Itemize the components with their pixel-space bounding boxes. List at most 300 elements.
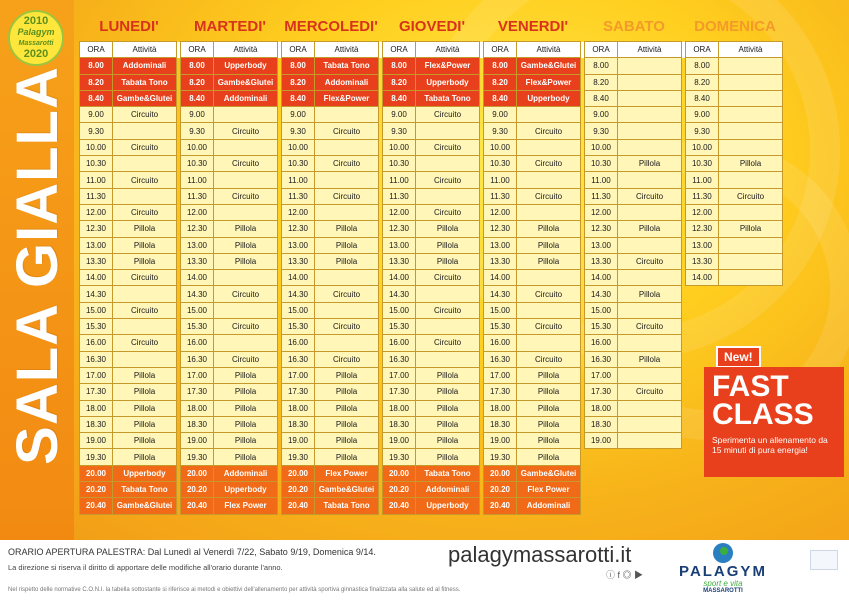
time-cell: 13.00 bbox=[181, 237, 214, 253]
table-row bbox=[80, 74, 783, 90]
time-cell: 12.00 bbox=[484, 204, 517, 220]
time-cell: 8.00 bbox=[282, 58, 315, 74]
activity-cell: Pillola bbox=[719, 156, 783, 172]
col-header-attivita: Attività bbox=[618, 42, 682, 58]
time-cell: 11.00 bbox=[484, 172, 517, 188]
time-cell: 13.00 bbox=[484, 237, 517, 253]
time-cell: 13.30 bbox=[383, 253, 416, 269]
time-cell: 9.30 bbox=[383, 123, 416, 139]
time-cell: 8.00 bbox=[80, 58, 113, 74]
activity-cell: Upperbody bbox=[214, 58, 278, 74]
activity-cell bbox=[214, 172, 278, 188]
time-cell: 16.00 bbox=[484, 335, 517, 351]
time-cell: 13.30 bbox=[181, 253, 214, 269]
time-cell: 13.30 bbox=[686, 253, 719, 269]
time-cell: 14.00 bbox=[686, 270, 719, 286]
activity-cell: Pillola bbox=[517, 237, 581, 253]
activity-cell bbox=[416, 156, 480, 172]
activity-cell bbox=[113, 156, 177, 172]
activity-cell: Circuito bbox=[517, 286, 581, 302]
time-cell: 8.00 bbox=[484, 58, 517, 74]
activity-cell: Circuito bbox=[315, 123, 379, 139]
col-header-ora: ORA bbox=[585, 42, 618, 58]
anniversary-logo bbox=[8, 10, 64, 66]
time-cell: 10.30 bbox=[282, 156, 315, 172]
time-cell: 20.40 bbox=[80, 498, 113, 514]
activity-cell: Pillola bbox=[113, 449, 177, 465]
activity-cell: Addominali bbox=[517, 498, 581, 514]
activity-cell: Pillola bbox=[113, 221, 177, 237]
day-header: MARTEDI' bbox=[194, 18, 266, 35]
activity-cell bbox=[416, 123, 480, 139]
activity-cell: Pillola bbox=[517, 384, 581, 400]
activity-cell bbox=[719, 482, 783, 498]
activity-cell bbox=[618, 400, 682, 416]
activity-cell bbox=[517, 335, 581, 351]
activity-cell: Pillola bbox=[416, 449, 480, 465]
time-cell: 9.30 bbox=[80, 123, 113, 139]
activity-cell bbox=[618, 498, 682, 514]
activity-cell: Circuito bbox=[416, 204, 480, 220]
time-cell: 19.00 bbox=[484, 433, 517, 449]
brand-sub: MASSAROTTI bbox=[703, 588, 743, 594]
activity-cell bbox=[113, 123, 177, 139]
time-cell: 14.00 bbox=[80, 270, 113, 286]
activity-cell bbox=[315, 139, 379, 155]
activity-cell bbox=[719, 302, 783, 318]
time-cell: 18.30 bbox=[383, 416, 416, 432]
time-cell: 13.00 bbox=[80, 237, 113, 253]
activity-cell: Circuito bbox=[618, 253, 682, 269]
col-header-ora: ORA bbox=[484, 42, 517, 58]
time-cell: 12.00 bbox=[686, 204, 719, 220]
activity-cell: Pillola bbox=[113, 237, 177, 253]
time-cell: 14.30 bbox=[484, 286, 517, 302]
activity-cell bbox=[719, 319, 783, 335]
logo-year-end: 2020 bbox=[23, 48, 49, 60]
time-cell: 16.00 bbox=[80, 335, 113, 351]
activity-cell: Upperbody bbox=[416, 498, 480, 514]
table-row bbox=[80, 156, 783, 172]
time-cell: 14.30 bbox=[181, 286, 214, 302]
time-cell: 14.00 bbox=[282, 270, 315, 286]
time-cell: 11.00 bbox=[282, 172, 315, 188]
time-cell bbox=[686, 482, 719, 498]
schedule-note: La direzione si riserva il diritto di apportare delle modifiche all'orario durante l'anno. bbox=[8, 563, 283, 572]
activity-cell: Pillola bbox=[517, 253, 581, 269]
activity-cell: Circuito bbox=[113, 139, 177, 155]
room-title bbox=[4, 65, 70, 465]
col-header-ora: ORA bbox=[383, 42, 416, 58]
table-row bbox=[80, 302, 783, 318]
time-cell: 19.30 bbox=[484, 449, 517, 465]
activity-cell bbox=[719, 172, 783, 188]
time-cell: 11.30 bbox=[282, 188, 315, 204]
time-cell: 14.00 bbox=[181, 270, 214, 286]
time-cell: 17.00 bbox=[80, 367, 113, 383]
activity-cell bbox=[618, 74, 682, 90]
time-cell: 10.00 bbox=[484, 139, 517, 155]
day-header: MERCOLEDI' bbox=[284, 18, 378, 35]
time-cell: 14.00 bbox=[585, 270, 618, 286]
activity-cell: Pillola bbox=[113, 367, 177, 383]
activity-cell: Addominali bbox=[315, 74, 379, 90]
activity-cell: Circuito bbox=[416, 302, 480, 318]
activity-cell bbox=[618, 433, 682, 449]
activity-cell bbox=[719, 107, 783, 123]
activity-cell bbox=[517, 107, 581, 123]
time-cell: 18.30 bbox=[282, 416, 315, 432]
activity-cell: Circuito bbox=[618, 384, 682, 400]
table-row bbox=[80, 90, 783, 106]
time-cell: 13.00 bbox=[585, 237, 618, 253]
activity-cell: Pillola bbox=[214, 221, 278, 237]
time-cell: 16.00 bbox=[585, 335, 618, 351]
activity-cell bbox=[719, 123, 783, 139]
col-header-attivita: Attività bbox=[416, 42, 480, 58]
col-header-ora: ORA bbox=[80, 42, 113, 58]
activity-cell bbox=[618, 367, 682, 383]
activity-cell: Pillola bbox=[113, 433, 177, 449]
activity-cell: Upperbody bbox=[214, 482, 278, 498]
time-cell: 16.00 bbox=[383, 335, 416, 351]
activity-cell: Pillola bbox=[214, 449, 278, 465]
activity-cell: Flex Power bbox=[315, 465, 379, 481]
activity-cell: Pillola bbox=[113, 253, 177, 269]
time-cell: 9.30 bbox=[181, 123, 214, 139]
activity-cell: Circuito bbox=[315, 286, 379, 302]
activity-cell: Circuito bbox=[113, 172, 177, 188]
activity-cell bbox=[618, 172, 682, 188]
schedule-table bbox=[79, 41, 783, 515]
activity-cell: Tabata Tono bbox=[113, 482, 177, 498]
activity-cell bbox=[517, 204, 581, 220]
time-cell: 17.30 bbox=[383, 384, 416, 400]
col-header-attivita: Attività bbox=[214, 42, 278, 58]
activity-cell: Pillola bbox=[618, 156, 682, 172]
time-cell: 14.30 bbox=[282, 286, 315, 302]
activity-cell: Flex&Power bbox=[517, 74, 581, 90]
activity-cell: Pillola bbox=[214, 253, 278, 269]
logo-year-start: 2010 bbox=[23, 15, 49, 27]
activity-cell bbox=[618, 302, 682, 318]
time-cell: 17.00 bbox=[585, 367, 618, 383]
time-cell bbox=[686, 302, 719, 318]
activity-cell: Upperbody bbox=[517, 90, 581, 106]
table-row bbox=[80, 319, 783, 335]
activity-cell: Circuito bbox=[113, 335, 177, 351]
activity-cell: Pillola bbox=[517, 416, 581, 432]
day-header: VENERDI' bbox=[497, 18, 569, 35]
time-cell: 14.00 bbox=[383, 270, 416, 286]
activity-cell bbox=[618, 90, 682, 106]
time-cell bbox=[686, 319, 719, 335]
activity-cell bbox=[517, 270, 581, 286]
activity-cell: Gambe&Glutei bbox=[214, 74, 278, 90]
activity-cell bbox=[315, 270, 379, 286]
time-cell: 15.30 bbox=[585, 319, 618, 335]
time-cell: 9.00 bbox=[686, 107, 719, 123]
time-cell: 11.30 bbox=[585, 188, 618, 204]
time-cell: 20.40 bbox=[282, 498, 315, 514]
activity-cell: Pillola bbox=[618, 286, 682, 302]
activity-cell: Circuito bbox=[315, 319, 379, 335]
time-cell: 8.20 bbox=[383, 74, 416, 90]
activity-cell: Pillola bbox=[214, 416, 278, 432]
time-cell: 11.00 bbox=[80, 172, 113, 188]
time-cell: 16.30 bbox=[80, 351, 113, 367]
time-cell: 17.00 bbox=[484, 367, 517, 383]
time-cell: 19.00 bbox=[282, 433, 315, 449]
coni-disclaimer: Nel rispetto delle normative C.O.N.I. la tabella sottostante si riferisce ai metodi e obiettivi dell'allenamento per attività sportiva ginnastica finalizzata alla salute ed al fitness. bbox=[8, 587, 461, 593]
activity-cell: Pillola bbox=[517, 449, 581, 465]
activity-cell: Pillola bbox=[214, 237, 278, 253]
activity-cell: Pillola bbox=[315, 221, 379, 237]
activity-cell: Pillola bbox=[315, 433, 379, 449]
activity-cell: Pillola bbox=[517, 221, 581, 237]
time-cell bbox=[585, 465, 618, 481]
activity-cell: Pillola bbox=[416, 416, 480, 432]
time-cell: 10.00 bbox=[282, 139, 315, 155]
activity-cell: Pillola bbox=[517, 367, 581, 383]
time-cell: 17.30 bbox=[585, 384, 618, 400]
activity-cell bbox=[517, 172, 581, 188]
time-cell: 13.30 bbox=[484, 253, 517, 269]
activity-cell bbox=[618, 123, 682, 139]
activity-cell: Pillola bbox=[517, 433, 581, 449]
time-cell: 16.00 bbox=[282, 335, 315, 351]
time-cell: 18.30 bbox=[585, 416, 618, 432]
time-cell: 14.30 bbox=[585, 286, 618, 302]
table-row bbox=[80, 449, 783, 465]
activity-cell bbox=[214, 139, 278, 155]
table-row bbox=[80, 204, 783, 220]
activity-cell: Pillola bbox=[416, 237, 480, 253]
time-cell: 9.30 bbox=[585, 123, 618, 139]
activity-cell: Flex Power bbox=[517, 482, 581, 498]
activity-cell bbox=[618, 107, 682, 123]
activity-cell: Upperbody bbox=[416, 74, 480, 90]
time-cell: 19.00 bbox=[80, 433, 113, 449]
time-cell: 10.00 bbox=[383, 139, 416, 155]
time-cell: 15.00 bbox=[80, 302, 113, 318]
table-row bbox=[80, 433, 783, 449]
activity-cell: Upperbody bbox=[113, 465, 177, 481]
activity-cell: Pillola bbox=[214, 384, 278, 400]
time-cell: 12.00 bbox=[383, 204, 416, 220]
activity-cell bbox=[719, 139, 783, 155]
table-row bbox=[80, 221, 783, 237]
time-cell: 14.30 bbox=[383, 286, 416, 302]
time-cell: 15.00 bbox=[383, 302, 416, 318]
time-cell: 15.00 bbox=[282, 302, 315, 318]
time-cell: 17.30 bbox=[80, 384, 113, 400]
time-cell: 13.00 bbox=[383, 237, 416, 253]
activity-cell: Gambe&Glutei bbox=[517, 58, 581, 74]
time-cell: 10.30 bbox=[383, 156, 416, 172]
activity-cell bbox=[416, 286, 480, 302]
time-cell: 12.00 bbox=[282, 204, 315, 220]
time-cell: 11.30 bbox=[181, 188, 214, 204]
time-cell: 20.20 bbox=[282, 482, 315, 498]
activity-cell: Circuito bbox=[416, 172, 480, 188]
time-cell: 10.30 bbox=[80, 156, 113, 172]
time-cell: 8.20 bbox=[484, 74, 517, 90]
col-header-attivita: Attività bbox=[719, 42, 783, 58]
time-cell: 12.30 bbox=[181, 221, 214, 237]
time-cell: 9.00 bbox=[282, 107, 315, 123]
activity-cell bbox=[214, 270, 278, 286]
activity-cell: Pillola bbox=[315, 449, 379, 465]
time-cell: 9.30 bbox=[484, 123, 517, 139]
time-cell: 18.30 bbox=[484, 416, 517, 432]
activity-cell bbox=[618, 237, 682, 253]
activity-cell bbox=[618, 335, 682, 351]
activity-cell: Pillola bbox=[517, 400, 581, 416]
table-row bbox=[80, 123, 783, 139]
activity-cell: Pillola bbox=[315, 253, 379, 269]
opening-hours: ORARIO APERTURA PALESTRA: Dal Lunedì al Venerdì 7/22, Sabato 9/19, Domenica 9/14. bbox=[8, 547, 376, 557]
table-row bbox=[80, 384, 783, 400]
col-header-ora: ORA bbox=[282, 42, 315, 58]
time-cell: 20.40 bbox=[181, 498, 214, 514]
activity-cell: Flex&Power bbox=[416, 58, 480, 74]
time-cell: 11.00 bbox=[686, 172, 719, 188]
activity-cell: Circuito bbox=[416, 107, 480, 123]
time-cell: 11.00 bbox=[383, 172, 416, 188]
time-cell: 15.30 bbox=[181, 319, 214, 335]
time-cell: 20.00 bbox=[181, 465, 214, 481]
activity-cell bbox=[416, 188, 480, 204]
social-icons[interactable]: ⓘ f ◎ ▶ bbox=[606, 570, 644, 580]
activity-cell: Pillola bbox=[315, 237, 379, 253]
time-cell: 18.00 bbox=[585, 400, 618, 416]
table-row bbox=[80, 482, 783, 498]
time-cell: 9.00 bbox=[484, 107, 517, 123]
activity-cell bbox=[315, 172, 379, 188]
activity-cell: Tabata Tono bbox=[315, 58, 379, 74]
day-header: SABATO bbox=[603, 18, 665, 35]
table-row bbox=[80, 107, 783, 123]
activity-cell: Pillola bbox=[618, 221, 682, 237]
day-header: LUNEDI' bbox=[99, 18, 159, 35]
brand-name: PALAGYM bbox=[679, 563, 767, 580]
time-cell: 11.00 bbox=[585, 172, 618, 188]
time-cell: 13.30 bbox=[585, 253, 618, 269]
time-cell: 12.30 bbox=[585, 221, 618, 237]
activity-cell: Pillola bbox=[719, 221, 783, 237]
activity-cell: Circuito bbox=[214, 286, 278, 302]
activity-cell: Addominali bbox=[113, 58, 177, 74]
time-cell: 8.00 bbox=[585, 58, 618, 74]
time-cell: 19.00 bbox=[585, 433, 618, 449]
activity-cell: Circuito bbox=[517, 188, 581, 204]
activity-cell bbox=[517, 139, 581, 155]
time-cell bbox=[686, 351, 719, 367]
table-row bbox=[80, 465, 783, 481]
time-cell: 10.30 bbox=[181, 156, 214, 172]
logo-sub: Massarotti bbox=[18, 40, 54, 47]
website-link[interactable]: palagymassarotti.it bbox=[448, 542, 632, 567]
time-cell: 20.00 bbox=[383, 465, 416, 481]
time-cell: 18.30 bbox=[181, 416, 214, 432]
time-cell: 13.00 bbox=[282, 237, 315, 253]
activity-cell: Tabata Tono bbox=[416, 90, 480, 106]
time-cell: 20.00 bbox=[282, 465, 315, 481]
time-cell: 8.00 bbox=[686, 58, 719, 74]
table-row bbox=[80, 416, 783, 432]
activity-cell bbox=[719, 270, 783, 286]
activity-cell: Circuito bbox=[113, 270, 177, 286]
activity-cell bbox=[618, 270, 682, 286]
time-cell: 20.00 bbox=[484, 465, 517, 481]
activity-cell: Pillola bbox=[416, 221, 480, 237]
activity-cell: Circuito bbox=[113, 204, 177, 220]
time-cell: 8.40 bbox=[282, 90, 315, 106]
activity-cell: Gambe&Glutei bbox=[517, 465, 581, 481]
activity-cell bbox=[517, 302, 581, 318]
brand-tagline: sport e vita bbox=[703, 579, 743, 588]
time-cell: 15.00 bbox=[181, 302, 214, 318]
table-row bbox=[80, 58, 783, 74]
time-cell: 19.30 bbox=[282, 449, 315, 465]
time-cell: 19.00 bbox=[383, 433, 416, 449]
activity-cell bbox=[719, 204, 783, 220]
activity-cell bbox=[618, 465, 682, 481]
table-row bbox=[80, 498, 783, 514]
activity-cell: Circuito bbox=[618, 188, 682, 204]
table-row bbox=[80, 237, 783, 253]
activity-cell: Circuito bbox=[214, 319, 278, 335]
time-cell: 16.00 bbox=[181, 335, 214, 351]
time-cell: 13.00 bbox=[686, 237, 719, 253]
time-cell: 10.30 bbox=[585, 156, 618, 172]
table-row bbox=[80, 400, 783, 416]
time-cell: 10.30 bbox=[686, 156, 719, 172]
day-header: GIOVEDI' bbox=[398, 18, 466, 35]
activity-cell bbox=[719, 498, 783, 514]
activity-cell bbox=[719, 237, 783, 253]
time-cell: 8.20 bbox=[282, 74, 315, 90]
activity-cell: Circuito bbox=[719, 188, 783, 204]
footer bbox=[0, 540, 849, 601]
activity-cell: Pillola bbox=[214, 367, 278, 383]
time-cell: 13.30 bbox=[80, 253, 113, 269]
activity-cell: Addominali bbox=[214, 465, 278, 481]
time-cell bbox=[686, 498, 719, 514]
table-row bbox=[80, 270, 783, 286]
time-cell bbox=[686, 286, 719, 302]
time-cell: 10.00 bbox=[181, 139, 214, 155]
activity-cell bbox=[315, 107, 379, 123]
time-cell: 9.00 bbox=[181, 107, 214, 123]
time-cell: 10.00 bbox=[686, 139, 719, 155]
activity-cell: Gambe&Glutei bbox=[113, 498, 177, 514]
time-cell: 9.00 bbox=[383, 107, 416, 123]
activity-cell bbox=[214, 107, 278, 123]
time-cell: 20.00 bbox=[80, 465, 113, 481]
time-cell: 8.40 bbox=[585, 90, 618, 106]
activity-cell bbox=[315, 335, 379, 351]
activity-cell: Pillola bbox=[315, 400, 379, 416]
activity-cell: Circuito bbox=[214, 351, 278, 367]
time-cell: 11.00 bbox=[181, 172, 214, 188]
col-header-ora: ORA bbox=[686, 42, 719, 58]
activity-cell bbox=[719, 286, 783, 302]
time-cell: 17.00 bbox=[282, 367, 315, 383]
promo-title-line1: FAST bbox=[712, 370, 789, 403]
activity-cell bbox=[113, 286, 177, 302]
